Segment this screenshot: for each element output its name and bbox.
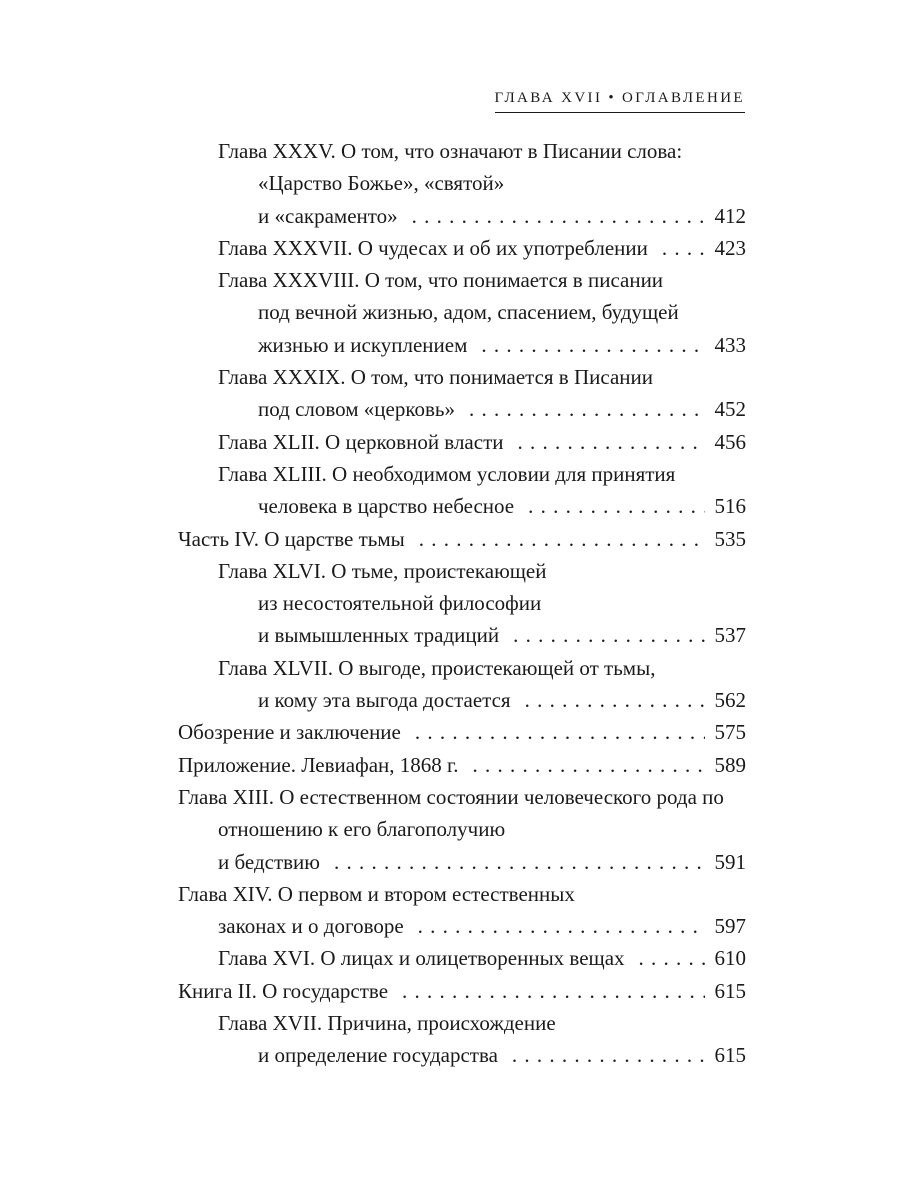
toc-entry-text: отношению к его благополучию	[218, 817, 506, 842]
toc-line	[178, 296, 746, 328]
dot-leader	[517, 426, 704, 458]
toc-line	[178, 361, 746, 393]
table-of-contents	[178, 135, 746, 1072]
toc-line	[178, 684, 746, 716]
dot-leader	[525, 684, 705, 716]
toc-entry-text: Приложение. Левиафан, 1868 г.	[178, 752, 459, 777]
toc-page-number: 575	[714, 720, 746, 745]
dot-leader	[513, 619, 704, 651]
toc-entry-text: жизнью и искуплением	[258, 332, 468, 357]
toc-page-number: 615	[714, 1043, 746, 1068]
dot-leader	[662, 232, 705, 264]
toc-entry-text: Часть IV. О царстве тьмы	[178, 526, 405, 551]
dot-leader	[473, 749, 705, 781]
toc-line	[178, 555, 746, 587]
toc-line	[178, 910, 746, 942]
dot-leader	[481, 329, 704, 361]
toc-line	[178, 264, 746, 296]
running-head-separator: •	[608, 90, 617, 106]
toc-line	[178, 1007, 746, 1039]
dot-leader	[469, 393, 705, 425]
toc-entry-text: Глава XIII. О естественном состоянии человеческого рода по	[178, 784, 724, 809]
running-head-section: ОГЛАВЛЕНИЕ	[622, 90, 745, 106]
toc-line	[178, 329, 746, 361]
toc-page-number: 597	[714, 914, 746, 939]
toc-line	[178, 975, 746, 1007]
toc-entry-text: законах и о договоре	[218, 914, 404, 939]
toc-page-number: 516	[714, 494, 746, 519]
toc-entry-text: Книга II. О государстве	[178, 978, 389, 1003]
toc-entry-text: Глава XLVII. О выгоде, проистекающей от тьмы,	[218, 655, 656, 680]
toc-entry-text: под вечной жизнью, адом, спасением, будущей	[258, 300, 679, 325]
toc-page-number: 412	[714, 203, 746, 228]
toc-line	[178, 619, 746, 651]
toc-entry-text: Глава XXXIX. О том, что понимается в Писании	[218, 365, 653, 390]
running-head-chapter: ГЛАВА XVII	[494, 90, 603, 106]
toc-line	[178, 393, 746, 425]
toc-line	[178, 652, 746, 684]
toc-line	[178, 716, 746, 748]
toc-line	[178, 587, 746, 619]
toc-entry-text: человека в царство небесное	[258, 494, 515, 519]
toc-entry-text: Обозрение и заключение	[178, 720, 401, 745]
toc-line	[178, 781, 746, 813]
dot-leader	[418, 910, 705, 942]
toc-line	[178, 846, 746, 878]
toc-entry-text: Глава XVII. Причина, происхождение	[218, 1011, 556, 1036]
dot-leader	[512, 1039, 705, 1071]
toc-line	[178, 490, 746, 522]
toc-entry-text: и кому эта выгода достается	[258, 688, 511, 713]
toc-entry-text: и бедствию	[218, 849, 320, 874]
running-head	[495, 90, 746, 113]
toc-line	[178, 167, 746, 199]
toc-entry-text: Глава XXXVII. О чудесах и об их употреблении	[218, 235, 648, 260]
toc-entry-text: и «сакраменто»	[258, 203, 398, 228]
toc-line	[178, 942, 746, 974]
toc-page-number: 535	[714, 526, 746, 551]
toc-page-number: 615	[714, 978, 746, 1003]
dot-leader	[412, 200, 705, 232]
dot-leader	[402, 975, 704, 1007]
toc-entry-text: и вымышленных традиций	[258, 623, 500, 648]
toc-line	[178, 523, 746, 555]
toc-line	[178, 232, 746, 264]
toc-page-number: 537	[714, 623, 746, 648]
toc-page-number: 452	[714, 397, 746, 422]
toc-entry-text: Глава XIV. О первом и втором естественных	[178, 881, 575, 906]
dot-leader	[419, 523, 705, 555]
toc-entry-text: из несостоятельной философии	[258, 591, 542, 616]
toc-entry-text: Глава XLIII. О необходимом условии для принятия	[218, 461, 676, 486]
toc-entry-text: «Царство Божье», «святой»	[258, 171, 505, 196]
toc-line	[178, 813, 746, 845]
toc-entry-text: Глава XLVI. О тьме, проистекающей	[218, 558, 547, 583]
toc-page-number: 423	[714, 235, 746, 260]
toc-page-number: 456	[714, 429, 746, 454]
toc-entry-text: под словом «церковь»	[258, 397, 455, 422]
toc-entry-text: и определение государства	[258, 1043, 498, 1068]
toc-page-number: 610	[714, 946, 746, 971]
dot-leader	[334, 846, 705, 878]
toc-entry-text: Глава XXXVIII. О том, что понимается в писании	[218, 268, 664, 293]
toc-line	[178, 749, 746, 781]
toc-entry-text: Глава XVI. О лицах и олицетворенных вещах	[218, 946, 625, 971]
toc-line	[178, 1039, 746, 1071]
toc-entry-text: Глава XXXV. О том, что означают в Писании слова:	[218, 139, 683, 163]
dot-leader	[415, 716, 705, 748]
toc-entry-text: Глава XLII. О церковной власти	[218, 429, 504, 454]
toc-line	[178, 878, 746, 910]
toc-line	[178, 135, 746, 167]
toc-line	[178, 426, 746, 458]
toc-page-number: 562	[714, 688, 746, 713]
toc-line	[178, 458, 746, 490]
dot-leader	[639, 942, 705, 974]
toc-page-number: 589	[714, 752, 746, 777]
toc-page-number: 591	[714, 849, 746, 874]
toc-line	[178, 200, 746, 232]
toc-page-number: 433	[714, 332, 746, 357]
dot-leader	[528, 490, 704, 522]
